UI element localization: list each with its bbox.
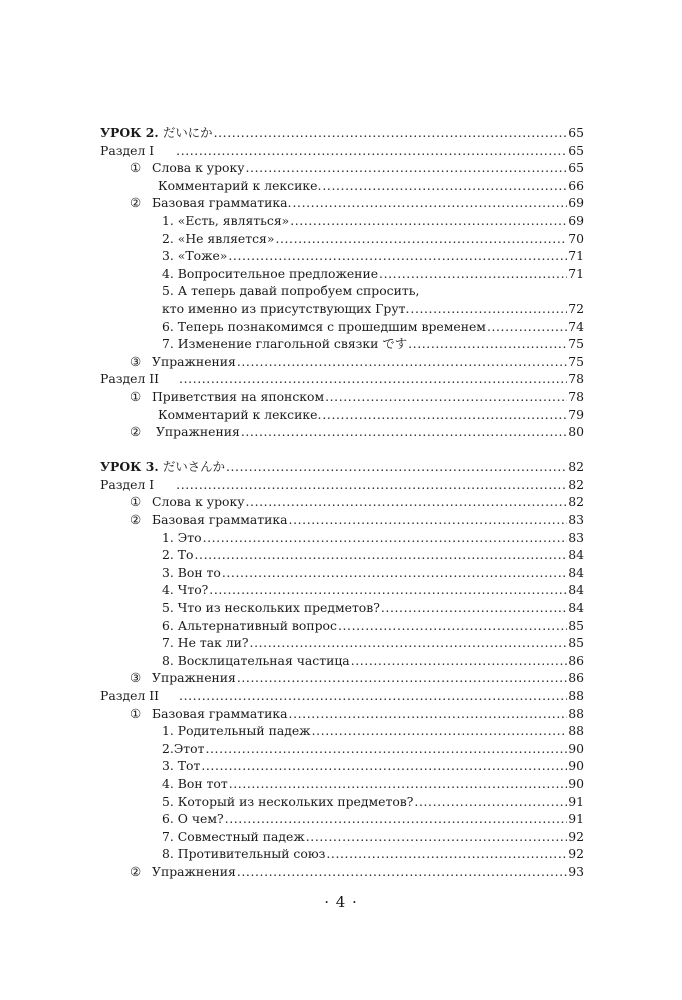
circled-number: ② — [130, 512, 142, 528]
toc-entry-line1: 5. А теперь давай попробуем спросить, — [162, 283, 420, 299]
toc-entry: 2.Этот ..... 90 — [100, 740, 584, 758]
dot-leader — [209, 581, 567, 599]
toc-entry: 5. Который из нескольких предметов? ..... 91 — [100, 793, 584, 811]
dot-leader — [222, 564, 567, 582]
toc-entry: 2. «Не является» ..... 70 — [100, 230, 584, 248]
dot-leader — [275, 230, 567, 248]
toc-entry: 1. «Есть, являться» ..... 69 — [100, 212, 584, 230]
dot-leader — [410, 300, 567, 318]
dot-leader — [379, 265, 567, 283]
toc-entry: ① Приветствия на японском ..... 78 — [100, 388, 584, 406]
dot-leader — [293, 194, 568, 212]
dot-leader — [487, 318, 567, 336]
dot-leader — [241, 423, 567, 441]
toc-entry: 7. Совместный падеж ..... 92 — [100, 828, 584, 846]
dot-leader — [237, 669, 567, 687]
dot-leader — [322, 177, 567, 195]
dot-leader — [228, 247, 567, 265]
circled-number: ① — [130, 388, 142, 404]
toc-section: Раздел I ..... 65 — [100, 142, 584, 160]
toc-entry: 6. Альтернативный вопрос ..... 85 — [100, 617, 584, 635]
dot-leader — [306, 828, 567, 846]
toc-entry: 3. «Тоже» ..... 71 — [100, 247, 584, 265]
table-of-contents — [100, 124, 584, 881]
toc-entry: 5. Что из нескольких предметов? ..... 84 — [100, 599, 584, 617]
toc-section: Раздел I ..... 82 — [100, 476, 584, 494]
dot-leader — [290, 212, 567, 230]
dot-leader — [176, 476, 567, 494]
dot-leader — [408, 335, 567, 353]
dot-leader — [250, 634, 568, 652]
toc-entry: 4. Вопросительное предложение ..... 71 — [100, 265, 584, 283]
toc-entry: ① Слова к уроку ..... 82 — [100, 493, 584, 511]
toc-entry: ② Базовая грамматика. ..... 69 — [100, 194, 584, 212]
dot-leader — [237, 353, 567, 371]
dot-leader — [225, 810, 568, 828]
toc-entry: 3. Тот ..... 90 — [100, 757, 584, 775]
dot-leader — [176, 142, 567, 160]
dot-leader — [205, 740, 567, 758]
dot-leader — [326, 845, 567, 863]
toc-entry-line2: кто именно из присутствующих Грут. ..... 72 — [100, 300, 584, 318]
circled-number: ① — [130, 705, 142, 721]
dot-leader — [289, 705, 568, 723]
toc-entry: 1. Родительный падеж ..... 88 — [100, 722, 584, 740]
dot-leader — [414, 793, 567, 811]
dot-leader — [338, 617, 567, 635]
toc-entry: 8. Противительный союз ..... 92 — [100, 845, 584, 863]
dot-leader — [322, 406, 567, 424]
toc-page-number: 65 — [568, 125, 584, 140]
dot-leader — [246, 493, 568, 511]
circled-number: ③ — [130, 670, 142, 686]
dot-leader — [325, 388, 567, 406]
toc-entry: 4. Что? ..... 84 — [100, 581, 584, 599]
toc-entry: 2. То ..... 84 — [100, 546, 584, 564]
dot-leader — [289, 511, 568, 529]
dot-leader — [229, 775, 568, 793]
dot-leader — [312, 722, 568, 740]
dot-leader — [214, 124, 568, 142]
toc-entry: 3. Вон то ..... 84 — [100, 564, 584, 582]
dot-leader — [195, 546, 568, 564]
dot-leader — [351, 652, 568, 670]
circled-number: ② — [130, 863, 142, 879]
dot-leader — [179, 370, 567, 388]
toc-entry: 6. Теперь познакомимся с прошедшим временем ..... 74 — [100, 318, 584, 336]
toc-entry: ③ Упражнения ..... 86 — [100, 669, 584, 687]
dot-leader — [179, 687, 567, 705]
dot-leader — [201, 757, 567, 775]
dot-leader — [246, 159, 568, 177]
dot-leader — [381, 599, 567, 617]
dot-leader — [237, 863, 567, 881]
circled-number: ② — [130, 195, 142, 211]
page-number: · 4 · — [324, 893, 358, 911]
toc-lesson-label: УРОК 3. だいさんか — [100, 459, 225, 475]
toc-entry: ① Базовая грамматика ..... 88 — [100, 705, 584, 723]
toc-entry: ② Упражнения ..... 80 — [100, 423, 584, 441]
circled-number: ① — [130, 494, 142, 510]
toc-entry: ② Упражнения ..... 93 — [100, 863, 584, 881]
toc-lesson-2 — [100, 124, 584, 142]
toc-entry: 4. Вон тот ..... 90 — [100, 775, 584, 793]
circled-number: ① — [130, 160, 142, 176]
toc-section: Раздел II ..... 78 — [100, 370, 584, 388]
circled-number: ③ — [130, 353, 142, 369]
toc-lesson-3: УРОК 3. だいさんか ..... 82 — [100, 458, 584, 476]
toc-entry: Комментарий к лексике. ..... 66 — [100, 177, 584, 195]
toc-section: Раздел II ..... 88 — [100, 687, 584, 705]
toc-entry: 1. Это ..... 83 — [100, 529, 584, 547]
toc-entry: ① Слова к уроку ..... 65 — [100, 159, 584, 177]
toc-entry: ② Базовая грамматика ..... 83 — [100, 511, 584, 529]
toc-entry: 8. Восклицательная частица ..... 86 — [100, 652, 584, 670]
toc-entry: ③ Упражнения ..... 75 — [100, 353, 584, 371]
spacer — [100, 441, 584, 459]
dot-leader — [226, 458, 567, 476]
toc-entry: 7. Не так ли? ..... 85 — [100, 634, 584, 652]
toc-entry: 7. Изменение глагольной связки です ..... 75 — [100, 335, 584, 353]
dot-leader — [203, 529, 568, 547]
toc-entry: 6. О чем? ..... 91 — [100, 810, 584, 828]
circled-number: ② — [130, 424, 142, 440]
toc-lesson-label: УРОК 2. だいにか — [100, 125, 213, 140]
toc-entry: Комментарий к лексике. ..... 79 — [100, 406, 584, 424]
